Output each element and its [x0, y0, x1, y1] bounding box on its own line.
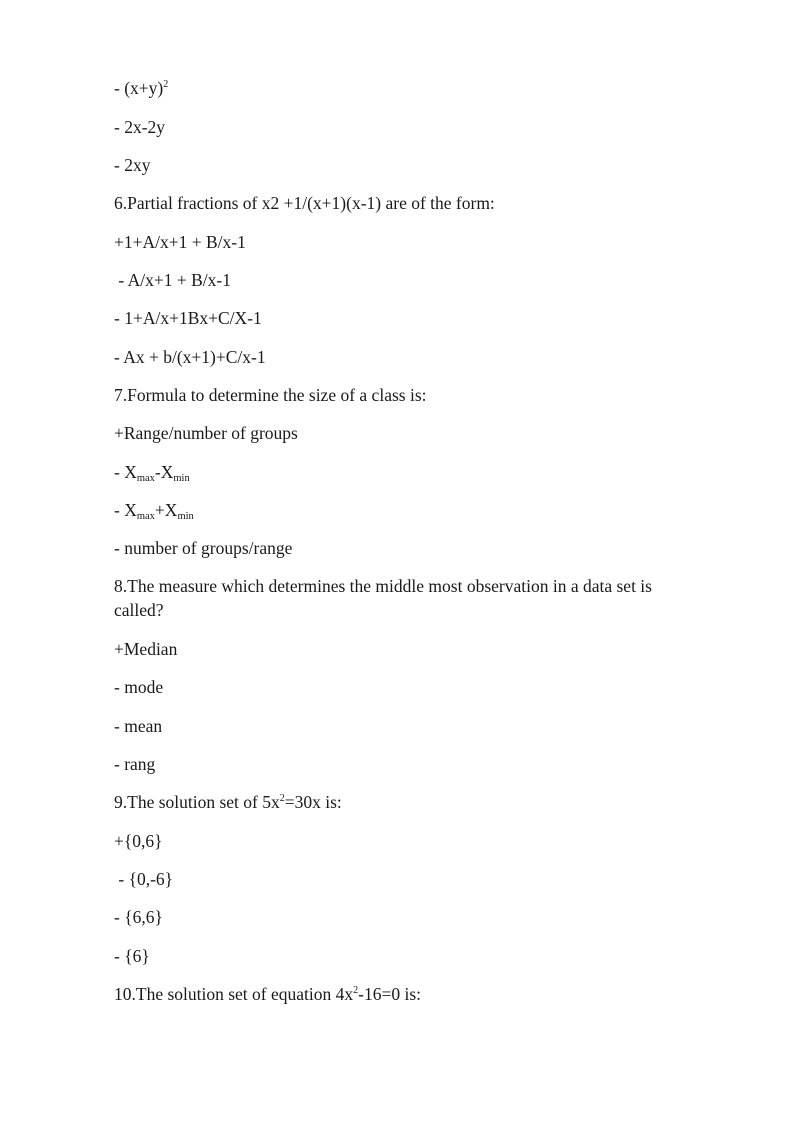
option-line: - 2xy — [114, 155, 151, 175]
option-line: - 2x-2y — [114, 117, 166, 137]
option-line-correct: +1+A/x+1 + B/x-1 — [114, 232, 246, 252]
question-8: 8.The measure which determines the middle most observation in a data set is called? — [114, 576, 652, 620]
option-line: - A/x+1 + B/x-1 — [114, 270, 231, 290]
option-line: - mode — [114, 677, 164, 697]
subscript: min — [177, 511, 194, 522]
option-line: - $X_{max}+X_{min}$ — [114, 500, 194, 522]
question-10: 10.The solution set of equation $4x^2-16=0$ is: — [114, 984, 421, 1004]
option-line: - mean — [114, 716, 163, 736]
option-line: - $(x+y)^2$ — [114, 78, 169, 98]
option-line: - rang — [114, 754, 156, 774]
superscript: 2 — [353, 985, 359, 996]
option-line: - {6} — [114, 946, 150, 966]
option-line-correct: +Range/number of groups — [114, 423, 298, 443]
option-line: - Ax + b/(x+1)+C/x-1 — [114, 347, 266, 367]
subscript: min — [173, 473, 190, 484]
question-6: 6.Partial fractions of x2 +1/(x+1)(x-1) are of the form: — [114, 193, 495, 213]
superscript: 2 — [279, 793, 285, 804]
option-line-correct: +Median — [114, 639, 178, 659]
option-line: - number of groups/range — [114, 538, 293, 558]
option-line: - 1+A/x+1Bx+C/X-1 — [114, 308, 262, 328]
superscript: 2 — [163, 79, 169, 90]
question-9: 9.The solution set of $5x^2=30x$ is: — [114, 792, 342, 812]
option-line: - {0,-6} — [114, 869, 174, 889]
option-line: - $X_{max}-X_{min}$ — [114, 462, 190, 484]
option-line: - {6,6} — [114, 907, 163, 927]
question-7: 7.Formula to determine the size of a class is: — [114, 385, 427, 405]
option-line-correct: +{0,6} — [114, 831, 163, 851]
subscript: max — [136, 511, 155, 522]
subscript: max — [136, 473, 155, 484]
